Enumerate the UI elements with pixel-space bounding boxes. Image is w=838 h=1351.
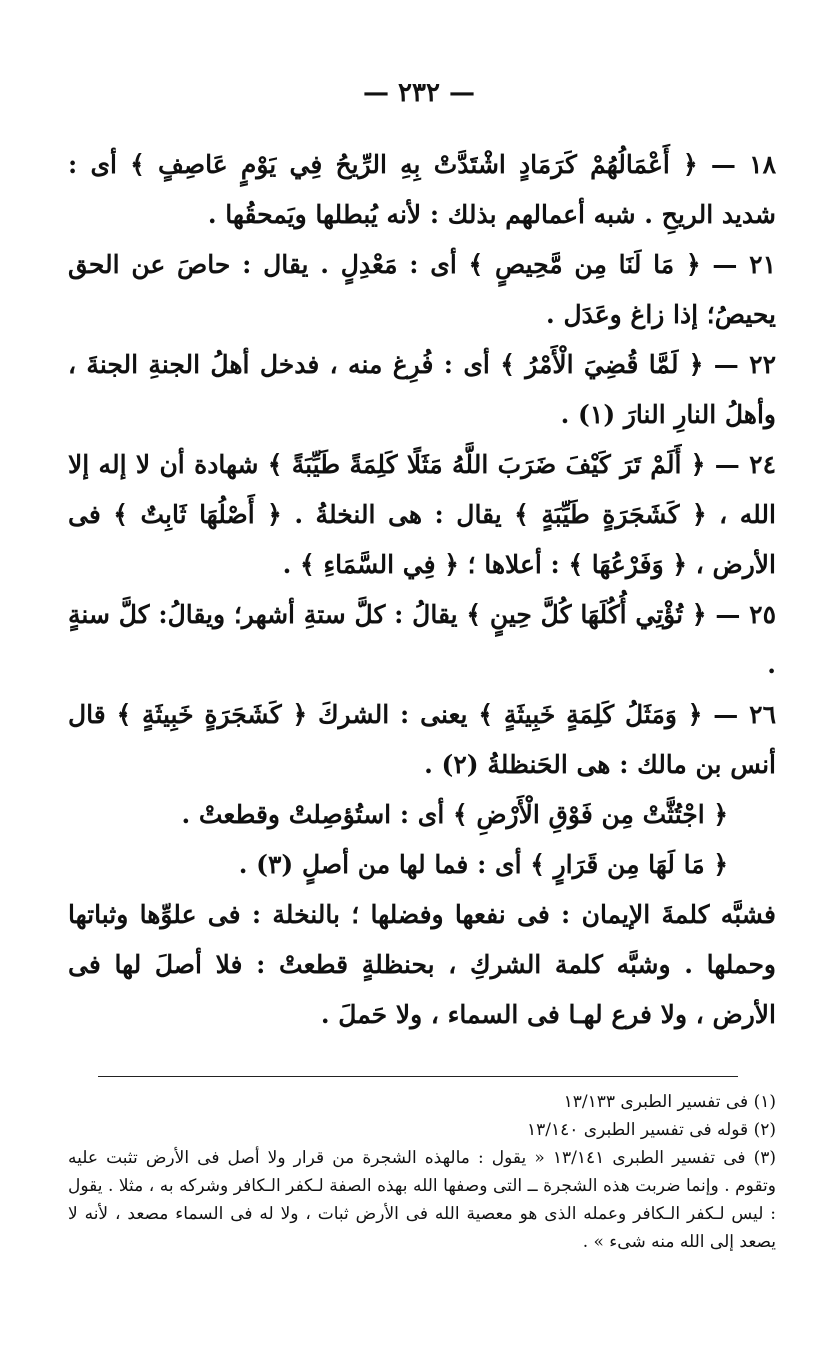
- footnote-divider: [98, 1076, 738, 1077]
- paragraph-verse-22: ٢٢ — ﴿ لَمَّا قُضِيَ الْأَمْرُ ﴾ أى : فُرِغ منه ، فدخل أهلُ الجنةِ الجنةَ ، وأهلُ النارِ النارَ (١) .: [68, 350, 776, 429]
- paragraph-conclusion: فشبَّه كلمةَ الإيمان : فى نفعها وفضلها ؛ بالنخلة : فى علوِّها وثباتها وحملها . وشبَّه كلمة الشركِ ، بحنظلةٍ قطعتْ : فلا أصلَ لها فى الأرض ، ولا فرع لهـا فى السماء ، ولا حَملَ .: [68, 900, 776, 1029]
- footnote-1: (١) فى تفسير الطبرى ١٣/١٣٣: [563, 1092, 776, 1112]
- paragraph-verse-26: ٢٦ — ﴿ وَمَثَلُ كَلِمَةٍ خَبِيثَةٍ ﴾ يعنى : الشركَ ﴿ كَشَجَرَةٍ خَبِيثَةٍ ﴾ قال أنس بن مالك : هى الحَنظلةُ (٢) .: [68, 700, 776, 779]
- paragraph-ijtuththat: ﴿ اجْتُثَّتْ مِن فَوْقِ الْأَرْضِ ﴾ أى : استُؤصِلتْ وقطعتْ .: [181, 800, 728, 829]
- paragraph-verse-21: ٢١ — ﴿ مَا لَنَا مِن مَّحِيصٍ ﴾ أى : مَعْدِلٍ . يقال : حاصَ عن الحق يحيصُ؛ إذا زاغ وعَدَل .: [68, 250, 776, 329]
- footnote-2: (٢) قوله فى تفسير الطبرى ١٣/١٤٠: [527, 1120, 776, 1140]
- paragraph-verse-25: ٢٥ — ﴿ تُؤْتِي أُكُلَهَا كُلَّ حِينٍ ﴾ يقالُ : كلَّ ستةِ أشهر؛ ويقالُ: كلَّ سنةٍ .: [68, 600, 776, 679]
- footnote-3: (٣) فى تفسير الطبرى ١٣/١٤١ « يقول : مالهذه الشجرة من قرار ولا أصل فى الأرض تثبت عليه وتقوم . وإنما ضربت هذه الشجرة ــ التى وصفها الله بهذه الصفة لـكفر الـكافر وشركه به ، مثلا . يقول : ليس لـكفر الـكافر وعمله الذى هو معصية الله فى الأرض ثبات ، ولا له فى السماء مصعد ، لأنه لا يصعد إلى الله منه شىء » .: [68, 1148, 776, 1252]
- page-number: — ٢٣٢ —: [362, 78, 476, 108]
- paragraph-verse-24: ٢٤ — ﴿ أَلَمْ تَرَ كَيْفَ ضَرَبَ اللَّهُ مَثَلًا كَلِمَةً طَيِّبَةً ﴾ شهادة أن لا إله إلا الله ، ﴿ كَشَجَرَةٍ طَيِّبَةٍ ﴾ يقال : هى النخلةُ . ﴿ أَصْلُهَا ثَابِتٌ ﴾ فى الأرض ، ﴿ وَفَرْعُهَا ﴾ : أعلاها ؛ ﴿ فِي السَّمَاءِ ﴾ .: [68, 450, 776, 579]
- footnotes: [68, 1088, 776, 1256]
- main-text: [68, 140, 776, 1040]
- paragraph-verse-18: ١٨ — ﴿ أَعْمَالُهُمْ كَرَمَادٍ اشْتَدَّتْ بِهِ الرِّيحُ فِي يَوْمٍ عَاصِفٍ ﴾ أى : شديد الريحِ . شبه أعمالهم بذلك : لأنه يُبطلها ويَمحقُها .: [68, 150, 776, 229]
- paragraph-ma-laha: ﴿ مَا لَهَا مِن قَرَارٍ ﴾ أى : فما لها من أصلٍ (٣) .: [238, 850, 728, 879]
